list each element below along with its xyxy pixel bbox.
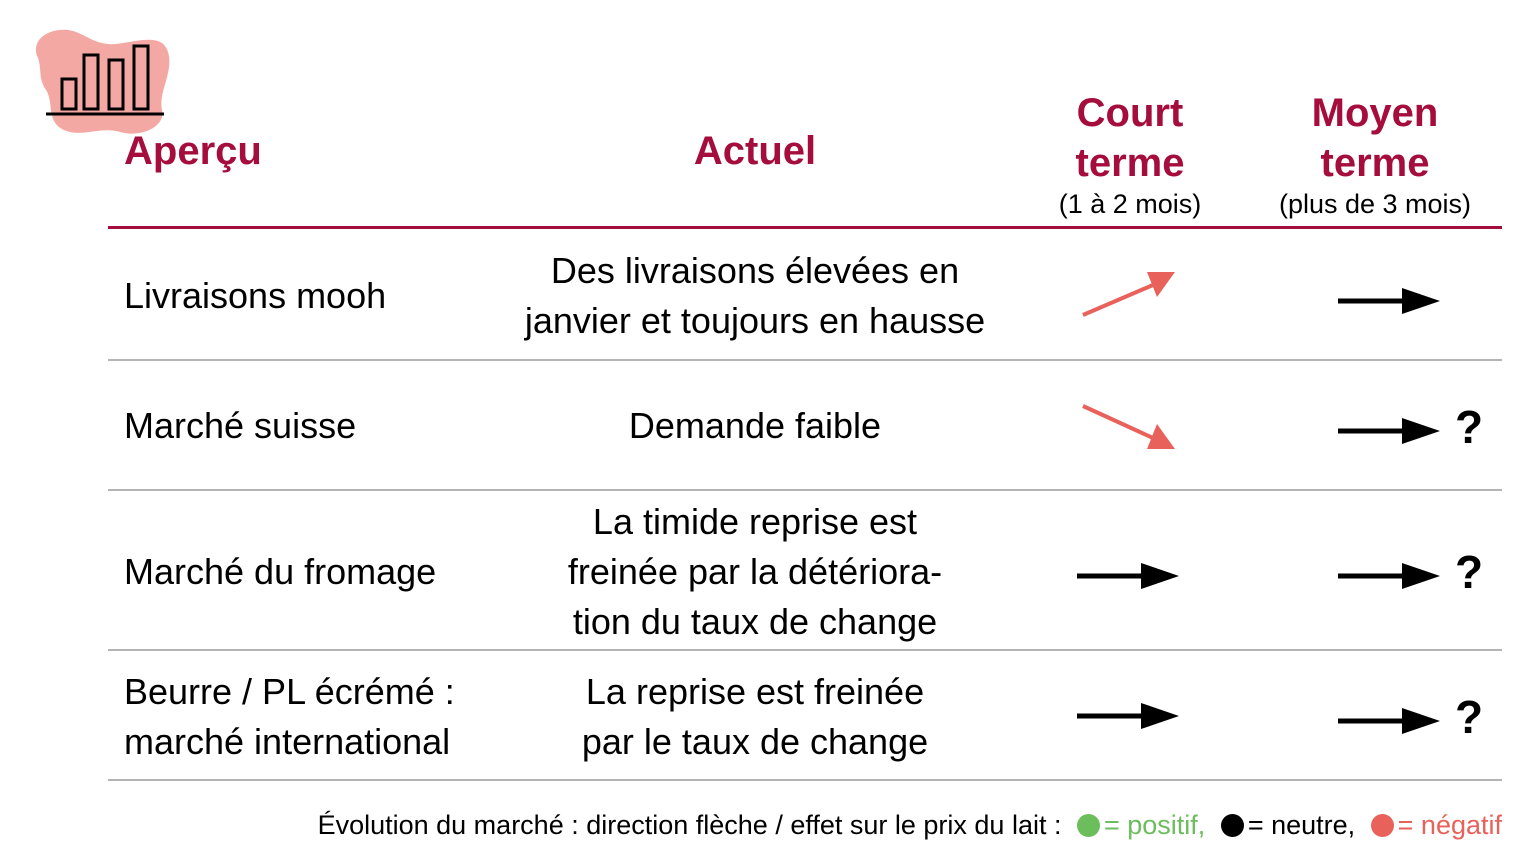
negative-dot-icon: [1371, 814, 1394, 837]
row-divider: [108, 359, 1502, 361]
row-label-fromage: [124, 547, 436, 597]
arrow-right-icon: [1077, 700, 1187, 732]
legend: [0, 806, 1502, 844]
row-desc-line: La timide reprise est: [592, 501, 918, 542]
row-desc-beurre: [505, 667, 1005, 767]
header-court-line1: Court: [1076, 91, 1184, 135]
row-divider: [108, 489, 1502, 491]
row-desc-line: par le taux de change: [581, 721, 929, 762]
row-label-line1: Livraisons mooh: [124, 275, 387, 316]
header-apercu: Aperçu: [124, 129, 262, 173]
row-desc-fromage: [505, 497, 1005, 647]
row-desc-livraisons: [505, 246, 1005, 346]
header-court-sub: (1 à 2 mois): [1058, 189, 1202, 219]
arrow-down-icon: [1075, 398, 1185, 458]
row-divider: [108, 649, 1502, 651]
positive-dot-icon: [1077, 814, 1100, 837]
arrow-right-icon: [1338, 415, 1448, 447]
row-desc-line: freinée par la détériora-: [567, 551, 943, 592]
row-label-marche-suisse: [124, 401, 356, 451]
header-moyen-sub: (plus de 3 mois): [1278, 189, 1472, 219]
bar-chart-icon: [24, 24, 174, 144]
row-label-line1: Marché du fromage: [124, 551, 437, 592]
row-desc-marche-suisse: [505, 401, 1005, 451]
row-desc-line: Des livraisons élevées en: [550, 250, 960, 291]
legend-positive: = positif,: [1103, 810, 1206, 840]
neutral-dot-icon: [1221, 814, 1244, 837]
uncertain-mark: ?: [1455, 546, 1484, 598]
arrow-right-icon: [1338, 560, 1448, 592]
header-court-terme: [1030, 88, 1230, 220]
arrow-right-icon: [1077, 560, 1187, 592]
row-desc-line: tion du taux de change: [572, 601, 938, 642]
uncertain-mark: ?: [1455, 401, 1484, 453]
row-label-line1: Beurre / PL écrémé :: [124, 671, 455, 712]
arrow-right-icon: [1338, 285, 1448, 317]
header-divider: [108, 226, 1502, 229]
row-desc-line: Demande faible: [628, 405, 882, 446]
header-court-line2: terme: [1075, 141, 1185, 185]
header-actuel: Actuel: [693, 129, 817, 173]
header-moyen-terme: [1260, 88, 1490, 220]
arrow-up-icon: [1075, 265, 1185, 325]
legend-negative: = négatif: [1397, 810, 1502, 840]
row-desc-line: janvier et toujours en hausse: [524, 300, 986, 341]
row-divider: [108, 779, 1502, 781]
row-label-livraisons: [124, 271, 386, 321]
arrow-right-icon: [1338, 705, 1448, 737]
header-moyen-line1: Moyen: [1311, 91, 1439, 135]
header-moyen-line2: terme: [1320, 141, 1430, 185]
legend-prefix: Évolution du marché : direction flèche / effet sur le prix du lait :: [317, 810, 1062, 840]
row-label-line2: marché international: [124, 721, 451, 762]
row-label-beurre: [124, 667, 455, 767]
row-desc-line: La reprise est freinée: [585, 671, 925, 712]
row-label-line1: Marché suisse: [124, 405, 357, 446]
uncertain-mark: ?: [1455, 691, 1484, 743]
legend-neutral: = neutre,: [1247, 810, 1356, 840]
